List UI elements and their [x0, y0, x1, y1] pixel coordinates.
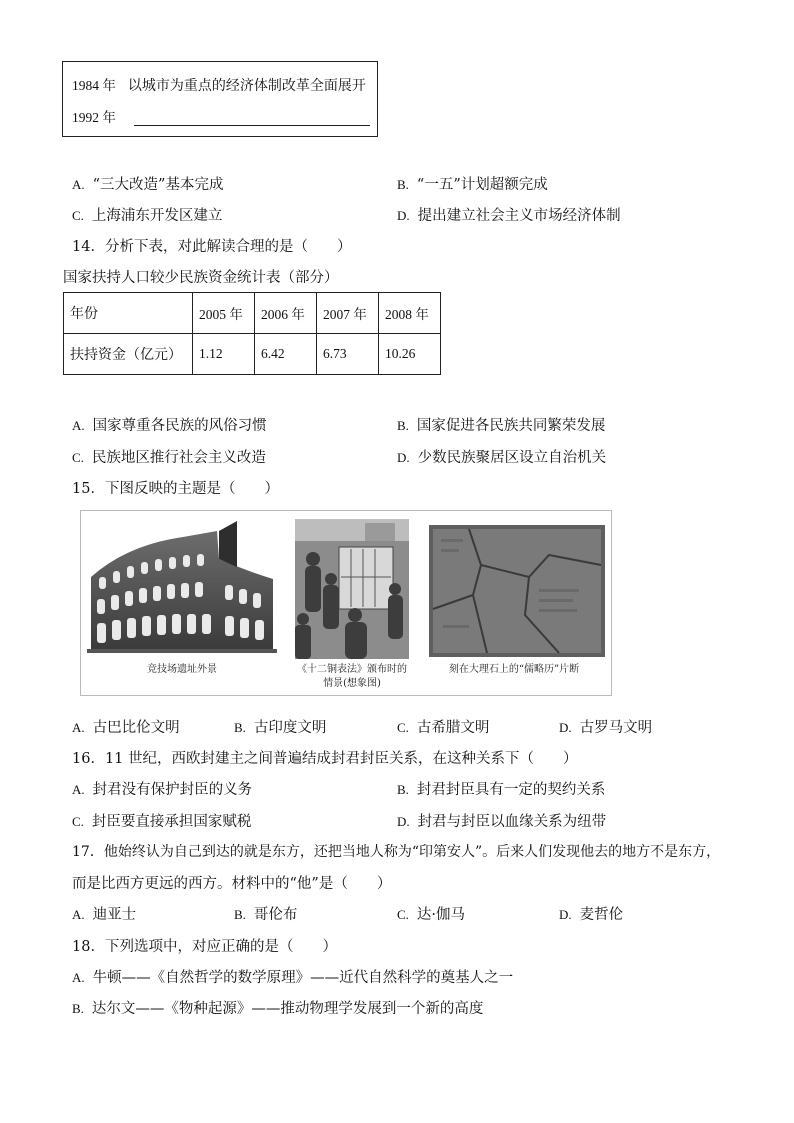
twelve-tables-image [295, 519, 409, 659]
option-text: 上海浦东开发区建立 [91, 208, 223, 224]
option-text: 哥伦布 [253, 907, 298, 923]
option-label: C. [72, 208, 84, 223]
roman-images-figure [80, 510, 612, 696]
table-header-cell: 年份 [64, 293, 193, 334]
timeline-box [62, 61, 378, 137]
table-header-row [64, 293, 441, 334]
timeline-row-1984 [72, 74, 366, 95]
table-header-cell: 2005 年 [193, 293, 255, 334]
q16-stem: 16．11 世纪，西欧封建主之间普遍结成封君封臣关系，在这种关系下（ ） [72, 751, 578, 767]
timeline-event-1984: 以城市为重点的经济体制改革全面展开 [127, 78, 366, 94]
option-text: 少数民族聚居区设立自治机关 [417, 450, 607, 466]
table-cell: 扶持资金（亿元） [64, 334, 193, 375]
option-label: D. [397, 814, 410, 829]
option-text: 国家促进各民族共同繁荣发展 [416, 418, 606, 434]
julian-calendar-marble-image [429, 525, 605, 657]
q15-option-b[interactable] [234, 716, 326, 737]
caption-twelve-tables [287, 663, 417, 691]
q16-option-b[interactable] [397, 778, 605, 799]
option-label: C. [72, 814, 84, 829]
option-text: 国家尊重各民族的风俗习惯 [92, 418, 267, 434]
q14-option-c[interactable] [72, 446, 266, 467]
q17-stem-line2: 而是比西方更远的西方。材料中的“他”是（ ） [72, 876, 392, 892]
caption-colosseum: 竞技场遗址外景 [147, 664, 217, 675]
q15-stem: 15．下图反映的主题是（ ） [72, 481, 279, 497]
option-text: 达尔文——《物种起源》——推动物理学发展到一个新的高度 [91, 1001, 484, 1017]
q16-option-d[interactable] [397, 810, 606, 831]
option-label: D. [397, 450, 410, 465]
option-label: B. [72, 1001, 84, 1016]
option-label: C. [397, 720, 409, 735]
q18-option-a[interactable] [72, 966, 513, 987]
table-cell: 10.26 [379, 334, 441, 375]
q16-option-c[interactable] [72, 810, 251, 831]
q17-option-b[interactable] [234, 903, 297, 924]
q14-option-a[interactable] [72, 414, 267, 435]
option-text: 牛顿——《自然哲学的数学原理》——近代自然科学的奠基人之一 [92, 970, 514, 986]
q14-stem: 14．分析下表，对此解读合理的是（ ） [72, 239, 352, 255]
table-cell: 6.73 [317, 334, 379, 375]
q13-option-d[interactable] [397, 204, 621, 225]
option-text: “三大改造”基本完成 [92, 177, 224, 193]
q13-option-c[interactable] [72, 204, 222, 225]
option-label: B. [397, 782, 409, 797]
option-text: 古希腊文明 [416, 720, 490, 736]
q14-option-b[interactable] [397, 414, 605, 435]
q13-option-a[interactable] [72, 173, 223, 194]
table-header-cell: 2007 年 [317, 293, 379, 334]
option-label: A. [72, 970, 85, 985]
q16-option-a[interactable] [72, 778, 252, 799]
option-label: A. [72, 177, 85, 192]
option-text: 达·伽马 [416, 907, 466, 923]
option-text: 提出建立社会主义市场经济体制 [417, 208, 621, 224]
caption-twelve-tables-line2: 情景(想象图) [323, 678, 381, 689]
option-text: 封君与封臣以血缘关系为纽带 [417, 814, 607, 830]
option-label: D. [397, 208, 410, 223]
colosseum-image [87, 519, 277, 659]
option-text: 麦哲伦 [579, 907, 624, 923]
timeline-year-1984: 1984 年 [72, 78, 116, 93]
q18-stem: 18．下列选项中，对应正确的是（ ） [72, 939, 337, 955]
q17-option-d[interactable] [559, 903, 623, 924]
table-header-cell: 2008 年 [379, 293, 441, 334]
q14-option-d[interactable] [397, 446, 606, 467]
answer-blank-line [134, 125, 370, 126]
option-label: B. [234, 720, 246, 735]
option-label: B. [397, 177, 409, 192]
option-text: 封臣要直接承担国家赋税 [91, 814, 252, 830]
caption-twelve-tables-line1: 《十二铜表法》颁布时的 [297, 664, 407, 675]
q14-table-title: 国家扶持人口较少民族资金统计表（部分） [63, 270, 339, 286]
option-label: D. [559, 907, 572, 922]
option-label: D. [559, 720, 572, 735]
timeline-row-1992 [72, 106, 370, 126]
option-label: B. [397, 418, 409, 433]
timeline-year-1992: 1992 年 [72, 110, 116, 125]
option-text: 古印度文明 [253, 720, 327, 736]
option-text: 迪亚士 [92, 907, 137, 923]
option-label: A. [72, 782, 85, 797]
table-cell: 1.12 [193, 334, 255, 375]
option-label: C. [72, 450, 84, 465]
option-text: 封君没有保护封臣的义务 [92, 782, 253, 798]
q15-option-d[interactable] [559, 716, 652, 737]
q15-option-a[interactable] [72, 716, 180, 737]
option-label: A. [72, 907, 85, 922]
table-cell: 6.42 [255, 334, 317, 375]
option-text: 古罗马文明 [579, 720, 653, 736]
option-label: A. [72, 418, 85, 433]
caption-julian-calendar: 刻在大理石上的“儒略历”片断 [448, 664, 580, 675]
q18-option-b[interactable] [72, 997, 483, 1018]
option-text: 古巴比伦文明 [92, 720, 180, 736]
option-text: 封君封臣具有一定的契约关系 [416, 782, 606, 798]
q17-stem-line1: 17．他始终认为自己到达的就是东方，还把当地人称为“印第安人”。后来人们发现他去的地方不是东方， [72, 844, 721, 860]
q17-option-c[interactable] [397, 903, 465, 924]
table-row [64, 334, 441, 375]
table-header-cell: 2006 年 [255, 293, 317, 334]
option-label: A. [72, 720, 85, 735]
q13-option-b[interactable] [397, 173, 548, 194]
option-label: C. [397, 907, 409, 922]
option-text: 民族地区推行社会主义改造 [91, 450, 266, 466]
option-label: B. [234, 907, 246, 922]
q15-option-c[interactable] [397, 716, 489, 737]
funding-table [63, 292, 441, 375]
q17-option-a[interactable] [72, 903, 136, 924]
option-text: “一五”计划超额完成 [416, 177, 548, 193]
